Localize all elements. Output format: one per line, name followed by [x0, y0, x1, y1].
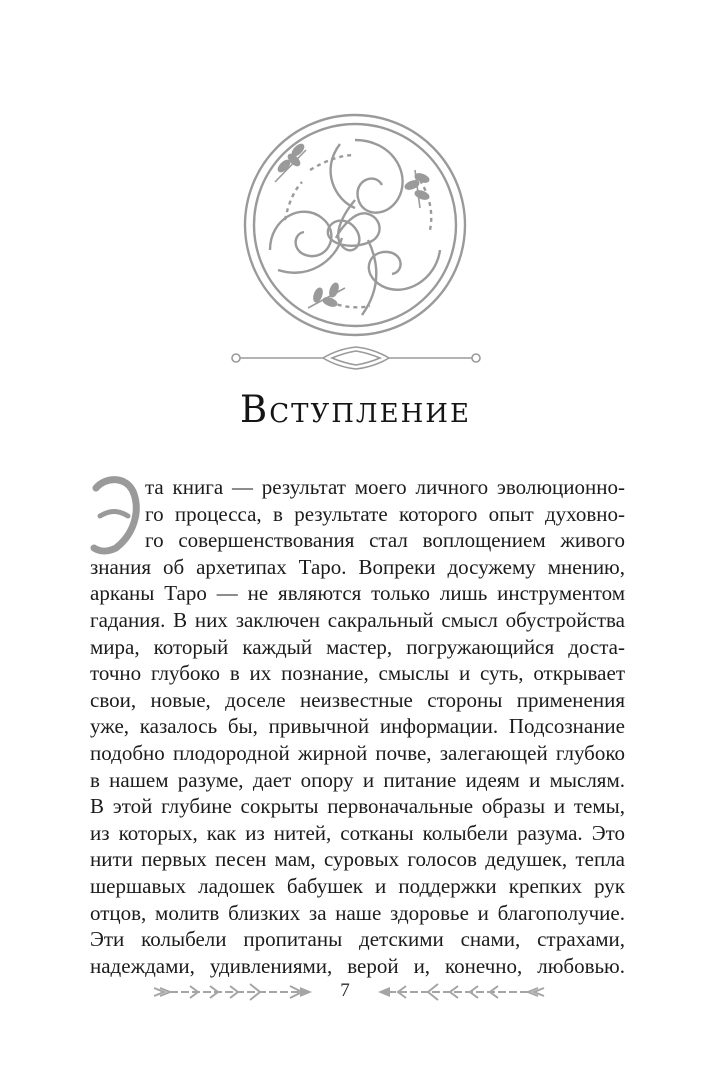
- body-line: арканы Таро — не являются только лишь инструментом: [90, 581, 625, 606]
- body-line: мира, который каждый мастер, погружающийся доста-: [90, 634, 625, 659]
- body-line: шершавых ладошек бабушек и поддержки крепких рук: [90, 873, 625, 898]
- page-number: 7: [340, 980, 350, 1001]
- body-line: в нашем разуме, дает опору и питание идеям и мыслям.: [90, 767, 625, 792]
- body-line: свои, новые, доселе неизвестные стороны применения: [90, 687, 625, 712]
- drop-cap-letter: Э: [88, 457, 101, 476]
- body-line: нити первых песен мам, суровых голосов дедушек, тепла: [90, 847, 625, 872]
- body-line: подобно плодородной жирной почве, залегающей глубоко: [90, 740, 625, 765]
- body-line: та книга — результат моего личного эволюционно-: [145, 475, 625, 499]
- body-line: отцов, молитв близких за наше здоровье и благополучие.: [90, 900, 625, 925]
- celtic-triskelion-emblem-icon: [240, 110, 470, 340]
- body-text: [90, 474, 625, 979]
- body-line: гадания. В них заключен сакральный смысл обустройства: [90, 607, 625, 632]
- body-line: Эти колыбели пропитаны детскими снами, страхами,: [90, 927, 625, 952]
- body-line: В этой глубине сокрыты первоначальные образы и темы,: [90, 794, 625, 819]
- page-title: Вступление: [240, 388, 471, 431]
- body-line: го совершенствования стал воплощением живого: [145, 528, 625, 553]
- body-line: уже, казалось бы, привычной информации. Подсознание: [90, 714, 625, 739]
- body-line: надеждами, удивлениями, верой и, конечно, любовью.: [90, 953, 625, 978]
- arrow-ornament-icon: [150, 978, 315, 1006]
- body-line: знания об архетипах Таро. Вопреки досужему мнению,: [90, 554, 625, 579]
- body-line: точно глубоко в их познание, смыслы и суть, открывает: [90, 661, 625, 686]
- ornamental-divider-icon: [228, 345, 484, 371]
- body-line: из которых, как из нитей, сотканы колыбели разума. Это: [90, 820, 625, 845]
- body-line: го процесса, в результате которого опыт духовно-: [145, 501, 625, 526]
- arrow-ornament-icon: [378, 978, 546, 1006]
